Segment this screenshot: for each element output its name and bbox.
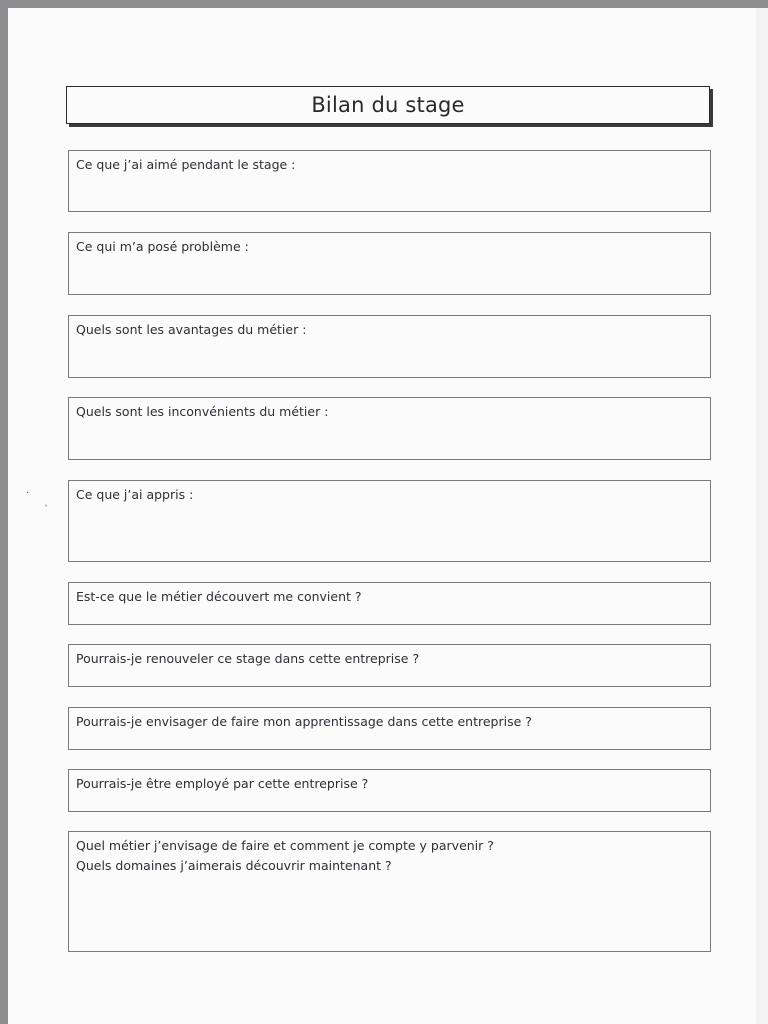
field-label: Ce que j’ai aimé pendant le stage : xyxy=(76,157,296,172)
field-label: Quels sont les inconvénients du métier : xyxy=(76,404,329,419)
page-title: Bilan du stage xyxy=(311,93,465,117)
field-label-line-2: Quels domaines j’aimerais découvrir maintenant ? xyxy=(76,858,392,873)
field-renew-internship[interactable] xyxy=(68,644,711,687)
field-liked[interactable] xyxy=(68,150,711,212)
sheet-edge xyxy=(756,8,768,1024)
field-label: Pourrais-je envisager de faire mon apprentissage dans cette entreprise ? xyxy=(76,714,532,729)
field-advantages[interactable] xyxy=(68,315,711,378)
field-future-career[interactable] xyxy=(68,831,711,952)
field-label: Pourrais-je renouveler ce stage dans cette entreprise ? xyxy=(76,651,420,666)
field-label: Quels sont les avantages du métier : xyxy=(76,322,307,337)
field-label: Est-ce que le métier découvert me convient ? xyxy=(76,589,362,604)
field-label: Ce qui m’a posé problème : xyxy=(76,239,249,254)
field-apprenticeship[interactable] xyxy=(68,707,711,750)
scan-speck: · xyxy=(26,488,30,499)
field-label-line-1: Quel métier j’envisage de faire et comment je compte y parvenir ? xyxy=(76,838,494,853)
field-learned[interactable] xyxy=(68,480,711,562)
title-box xyxy=(66,86,710,124)
field-label: Pourrais-je être employé par cette entreprise ? xyxy=(76,776,369,791)
field-label xyxy=(76,836,494,876)
field-suits-me[interactable] xyxy=(68,582,711,625)
scan-speck: ˎ xyxy=(44,496,49,507)
field-label: Ce que j’ai appris : xyxy=(76,487,194,502)
field-drawbacks[interactable] xyxy=(68,397,711,460)
field-problems[interactable] xyxy=(68,232,711,295)
field-employed[interactable] xyxy=(68,769,711,812)
